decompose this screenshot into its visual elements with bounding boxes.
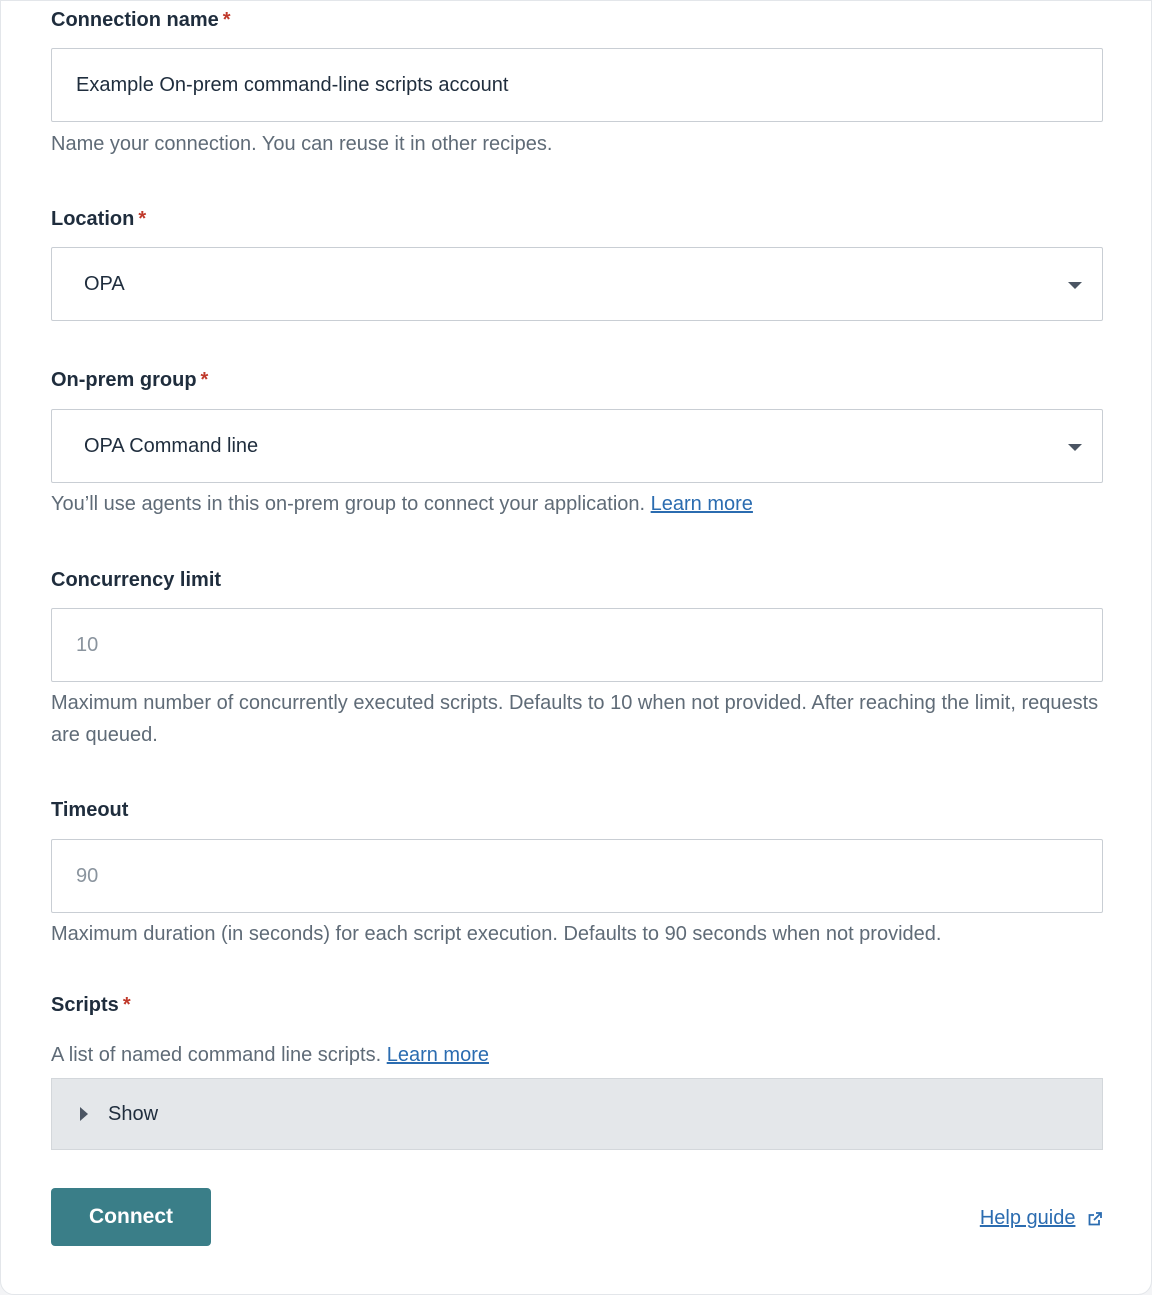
required-mark: * [200, 369, 209, 391]
on-prem-group-label [51, 367, 1103, 393]
on-prem-group-field [51, 367, 1103, 515]
connect-button[interactable]: Connect [51, 1188, 211, 1246]
concurrency-limit-hint: Maximum number of concurrently executed scripts. Defaults to 10 when not provided. After reaching the limit, requests are queued. [51, 692, 1099, 746]
concurrency-limit-label: Concurrency limit [51, 569, 222, 591]
location-label-text: Location [51, 208, 135, 230]
external-link-icon [1087, 1211, 1103, 1227]
learn-more-link[interactable]: Learn more [650, 493, 753, 515]
timeout-field [51, 797, 1103, 945]
scripts-label [51, 992, 1103, 1018]
location-label [51, 206, 1103, 232]
connection-name-label-text: Connection name [51, 9, 219, 31]
help-guide-link[interactable] [980, 1204, 1103, 1232]
scripts-show-toggle[interactable] [51, 1078, 1103, 1150]
scripts-label-text: Scripts [51, 994, 119, 1016]
scripts-hint-text: A list of named command line scripts. [51, 1044, 382, 1066]
required-mark: * [222, 9, 231, 31]
concurrency-limit-field [51, 567, 1103, 746]
on-prem-group-label-text: On-prem group [51, 369, 197, 391]
location-field [51, 206, 1103, 295]
connection-name-label [51, 7, 1103, 33]
on-prem-group-hint [51, 488, 1103, 520]
required-mark: * [138, 208, 147, 230]
required-mark: * [122, 994, 131, 1016]
on-prem-group-select-value: OPA Command line [84, 435, 259, 457]
chevron-down-icon [1068, 282, 1082, 289]
scripts-show-label: Show [108, 1103, 159, 1125]
connection-name-input[interactable]: Example On-prem command-line scripts account [51, 48, 1103, 122]
scripts-field [51, 992, 1103, 1066]
help-guide-label: Help guide [979, 1207, 1076, 1229]
timeout-label: Timeout [51, 799, 129, 821]
learn-more-link[interactable]: Learn more [386, 1044, 489, 1066]
connection-name-field [51, 7, 1103, 155]
timeout-hint: Maximum duration (in seconds) for each script execution. Defaults to 90 seconds when not provided. [51, 923, 942, 945]
location-select-value: OPA [84, 273, 125, 295]
location-select[interactable] [51, 247, 1103, 321]
on-prem-group-hint-text: You’ll use agents in this on-prem group to connect your application. [51, 493, 646, 515]
chevron-down-icon [1068, 444, 1082, 451]
connection-name-hint: Name your connection. You can reuse it in other recipes. [51, 133, 553, 155]
scripts-hint [51, 1039, 1103, 1071]
caret-right-icon [80, 1107, 88, 1121]
on-prem-group-select[interactable] [51, 409, 1103, 483]
concurrency-limit-input[interactable]: 10 [51, 608, 1103, 682]
timeout-input[interactable]: 90 [51, 839, 1103, 913]
